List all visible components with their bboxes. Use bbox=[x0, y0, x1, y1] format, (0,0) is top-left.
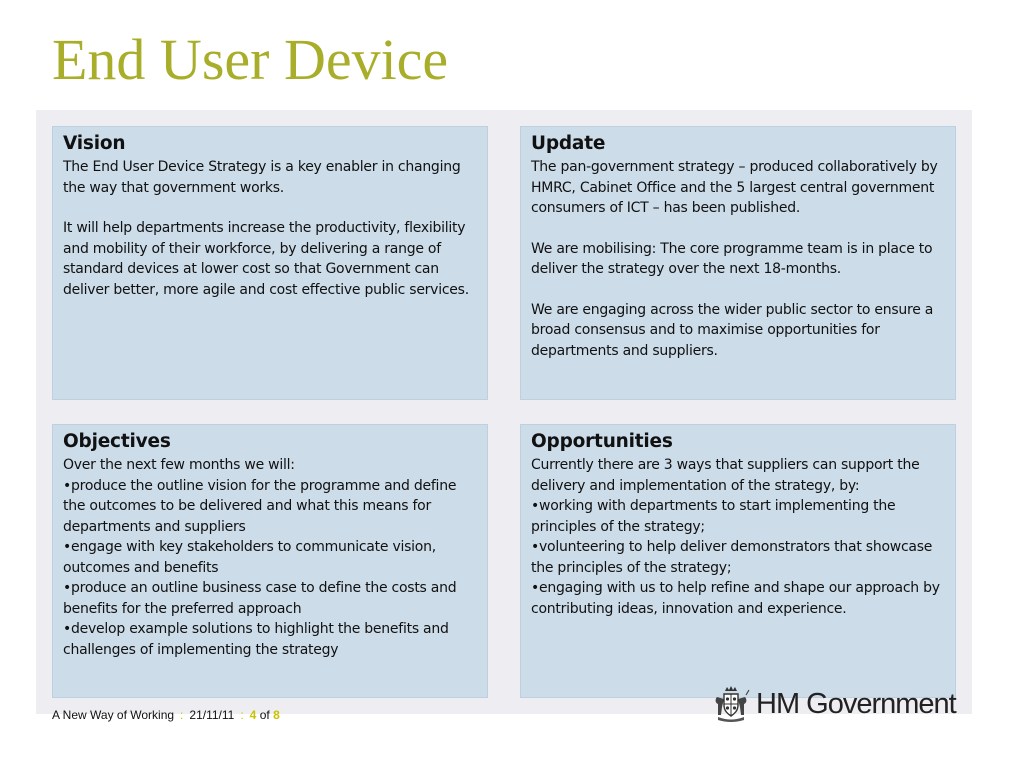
logo-text: HM Government bbox=[756, 687, 956, 720]
objectives-bullet: •engage with key stakeholders to communicate vision, outcomes and benefits bbox=[63, 539, 436, 576]
update-heading: Update bbox=[531, 133, 606, 154]
update-box bbox=[520, 126, 956, 400]
vision-box bbox=[52, 126, 488, 400]
update-paragraph: We are mobilising: The core programme team is in place to deliver the strategy over the next 18-months. bbox=[531, 240, 933, 278]
opportunities-heading: Opportunities bbox=[531, 431, 673, 452]
objectives-bullet: •produce the outline vision for the programme and define the outcomes to be delivered and what this means for departments and suppliers bbox=[63, 477, 457, 535]
objectives-box bbox=[52, 424, 488, 698]
footer-page-total: 8 bbox=[273, 708, 280, 722]
opportunities-bullet: •volunteering to help deliver demonstrators that showcase the principles of the strategy; bbox=[531, 539, 933, 576]
opportunities-bullet: •working with departments to start implementing the principles of the strategy; bbox=[531, 498, 896, 535]
footer-date: 21/11/11 bbox=[189, 708, 235, 722]
update-paragraph: We are engaging across the wider public sector to ensure a broad consensus and to maximise opportunities for departments and suppliers. bbox=[531, 301, 934, 359]
footer-page-number: 4 bbox=[249, 708, 257, 722]
vision-paragraph: It will help departments increase the productivity, flexibility and mobility of their workforce, by delivering a range of standard devices at lower cost so that Government can deliver better, more agile and cost effective public services. bbox=[63, 220, 469, 298]
footer-separator: : bbox=[180, 708, 184, 722]
footer-separator: : bbox=[240, 708, 244, 722]
vision-heading: Vision bbox=[63, 133, 126, 154]
slide-title: End User Device bbox=[52, 27, 449, 92]
slide-footer bbox=[52, 708, 280, 722]
objectives-heading: Objectives bbox=[63, 431, 171, 452]
footer-presentation-name: A New Way of Working bbox=[52, 708, 175, 722]
opportunities-intro: Currently there are 3 ways that suppliers can support the delivery and implementation of the strategy, by: bbox=[531, 457, 920, 494]
objectives-bullet: •develop example solutions to highlight the benefits and challenges of implementing the strategy bbox=[63, 621, 449, 658]
opportunities-bullet: •engaging with us to help refine and shape our approach by contributing ideas, innovation and experience. bbox=[531, 580, 940, 617]
update-paragraph: The pan-government strategy – produced collaboratively by HMRC, Cabinet Office and the 5 largest central government consumers of ICT – has been published. bbox=[531, 159, 938, 217]
objectives-bullet: •produce an outline business case to define the costs and benefits for the preferred approach bbox=[63, 580, 457, 617]
objectives-intro: Over the next few months we will: bbox=[63, 457, 295, 474]
hm-government-logo bbox=[712, 684, 956, 724]
vision-paragraph: The End User Device Strategy is a key enabler in changing the way that government works. bbox=[63, 159, 461, 196]
footer-of: of bbox=[259, 708, 270, 722]
opportunities-box bbox=[520, 424, 956, 698]
royal-coat-of-arms-icon bbox=[712, 685, 750, 723]
